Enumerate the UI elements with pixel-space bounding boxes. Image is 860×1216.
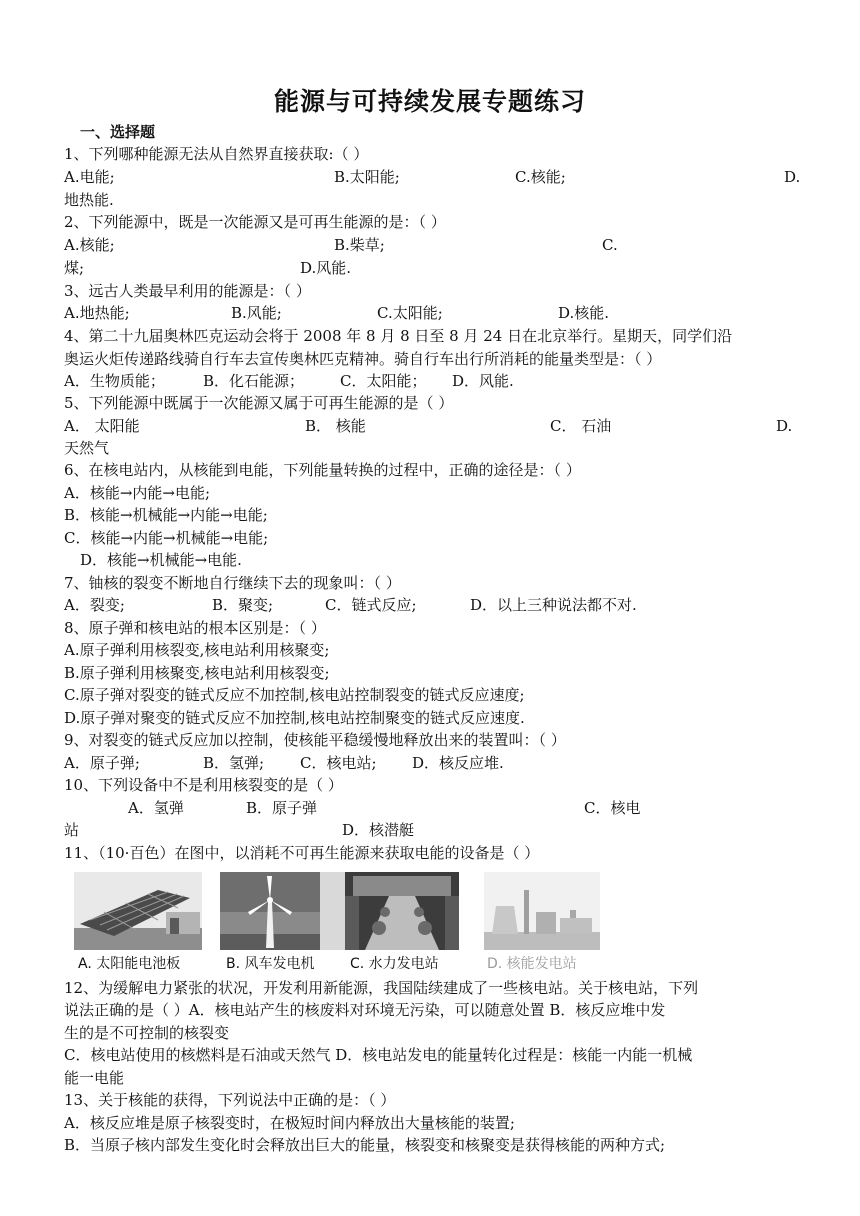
solar-panel-photo — [74, 872, 202, 950]
q11-stem: 11、（10·百色）在图中，以消耗不可再生能源来获取电能的设备是（ ） — [64, 844, 540, 862]
q5-option-b: B． 核能 — [305, 417, 366, 435]
q8-stem: 8、原子弹和核电站的根本区别是：（ ） — [64, 619, 326, 637]
q12-line1: 12、为缓解电力紧张的状况，开发利用新能源，我国陆续建成了一些核电站。关于核电站，下列 — [64, 979, 699, 997]
q5-option-d-cont: 天然气 — [64, 439, 110, 457]
q9-option-a: A．原子弹; — [64, 754, 140, 772]
page-title: 能源与可持续发展专题练习 — [273, 87, 586, 116]
q10-option-c: C．核电 — [584, 799, 641, 817]
q8-option-a: A.原子弹利用核裂变,核电站利用核聚变; — [64, 641, 330, 659]
q10-option-a: A．氢弹 — [128, 799, 184, 817]
q6-option-c: C．核能→内能→机械能→电能; — [64, 529, 269, 547]
q9-option-b: B．氢弹; — [203, 754, 265, 772]
q4-option-b: B．化石能源； — [203, 372, 305, 390]
q7-option-a: A．裂变; — [64, 596, 125, 614]
q8-option-d: D.原子弹对聚变的链式反应不加控制,核电站控制聚变的链式反应速度. — [64, 709, 525, 727]
q7-stem: 7、铀核的裂变不断地自行继续下去的现象叫：（ ） — [64, 574, 401, 592]
q6-stem: 6、在核电站内，从核能到电能，下列能量转换的过程中，正确的途径是：（ ） — [64, 461, 581, 479]
q7-option-d: D．以上三种说法都不对. — [470, 596, 637, 614]
q7-option-c: C．链式反应; — [325, 596, 417, 614]
q10-option-c-cont: 站 — [64, 821, 80, 839]
q9-option-d: D．核反应堆. — [412, 754, 504, 772]
q2-option-b: B.柴草; — [334, 236, 385, 254]
q2-option-c-cont: 煤; — [64, 259, 85, 277]
q12-line4: C．核电站使用的核燃料是石油或天然气 D．核电站发电的能量转化过程是：核能一内能一机械 — [64, 1046, 693, 1064]
q3-option-d: D.核能. — [558, 304, 610, 322]
q5-option-c: C． 石油 — [550, 417, 612, 435]
q7-option-b: B．聚变; — [212, 596, 274, 614]
q8-option-b: B.原子弹利用核聚变,核电站利用核裂变; — [64, 664, 330, 682]
q10-option-d: D．核潜艇 — [342, 821, 415, 839]
q1-option-b: B.太阳能; — [334, 168, 400, 186]
q10-stem: 10、下列设备中不是利用核裂变的是（ ） — [64, 776, 343, 794]
q6-option-d: D．核能→机械能→电能. — [80, 551, 242, 569]
section-heading: 一、选择题 — [80, 123, 156, 141]
q5-option-d: D. — [776, 417, 793, 435]
q11-caption-c: C. 水力发电站 — [350, 956, 439, 972]
q3-option-a: A.地热能; — [64, 304, 130, 322]
q13-stem: 13、关于核能的获得，下列说法中正确的是：（ ） — [64, 1091, 396, 1109]
q1-option-c: C.核能; — [515, 168, 566, 186]
wind-turbine-photo — [220, 872, 348, 950]
q8-option-c: C.原子弹对裂变的链式反应不加控制,核电站控制裂变的链式反应速度; — [64, 686, 525, 704]
q2-stem: 2、下列能源中，既是一次能源又是可再生能源的是：（ ） — [64, 213, 446, 231]
q3-option-c: C.太阳能; — [377, 304, 443, 322]
q13-option-a: A．核反应堆是原子核裂变时，在极短时间内释放出大量核能的装置; — [64, 1114, 515, 1132]
q5-option-a: A． 太阳能 — [64, 417, 140, 435]
q3-stem: 3、远古人类最早利用的能源是：（ ） — [64, 282, 311, 300]
q11-caption-b: B. 风车发电机 — [226, 956, 315, 972]
q1-option-a: A.电能; — [64, 168, 115, 186]
q2-option-a: A.核能; — [64, 236, 115, 254]
q4-option-a: A．生物质能； — [64, 372, 165, 390]
q6-option-b: B．核能→机械能→内能→电能; — [64, 506, 268, 524]
q2-option-c: C. — [602, 236, 618, 254]
q5-stem: 5、下列能源中既属于一次能源又属于可再生能源的是（ ） — [64, 394, 454, 412]
q2-option-d: D.风能. — [300, 259, 352, 277]
q4-stem-line1: 4、第二十九届奥林匹克运动会将于 2008 年 8 月 8 日至 8 月 24 日在北京举行。星期天，同学们沿 — [64, 327, 733, 345]
q12-line2: 说法正确的是（ ）A．核电站产生的核废料对环境无污染，可以随意处置 B．核反应堆中发 — [64, 1001, 666, 1019]
nuclear-plant-photo — [484, 872, 600, 950]
q12-line3: 生的是不可控制的核裂变 — [64, 1024, 230, 1042]
q1-option-d-cont: 地热能. — [64, 191, 114, 209]
q11-caption-a: A. 太阳能电池板 — [78, 956, 181, 972]
q11-caption-d: D. 核能发电站 — [487, 956, 577, 972]
q12-line5: 能一电能 — [64, 1069, 125, 1087]
q3-option-b: B.风能; — [231, 304, 282, 322]
q1-option-d: D. — [784, 168, 801, 186]
q4-option-c: C．太阳能； — [340, 372, 427, 390]
hydro-station-photo — [345, 872, 459, 950]
q4-stem-line2: 奥运火炬传递路线骑自行车去宣传奥林匹克精神。骑自行车出行所消耗的能量类型是：（ ） — [64, 350, 662, 368]
q10-option-b: B．原子弹 — [246, 799, 318, 817]
q9-option-c: C．核电站; — [300, 754, 377, 772]
q13-option-b: B．当原子核内部发生变化时会释放出巨大的能量，核裂变和核聚变是获得核能的两种方式; — [64, 1136, 666, 1154]
q4-option-d: D．风能. — [452, 372, 514, 390]
q1-stem: 1、下列哪种能源无法从自然界直接获取:（ ） — [64, 145, 369, 163]
q9-stem: 9、对裂变的链式反应加以控制，使核能平稳缓慢地释放出来的装置叫：（ ） — [64, 731, 566, 749]
q6-option-a: A．核能→内能→电能; — [64, 484, 211, 502]
